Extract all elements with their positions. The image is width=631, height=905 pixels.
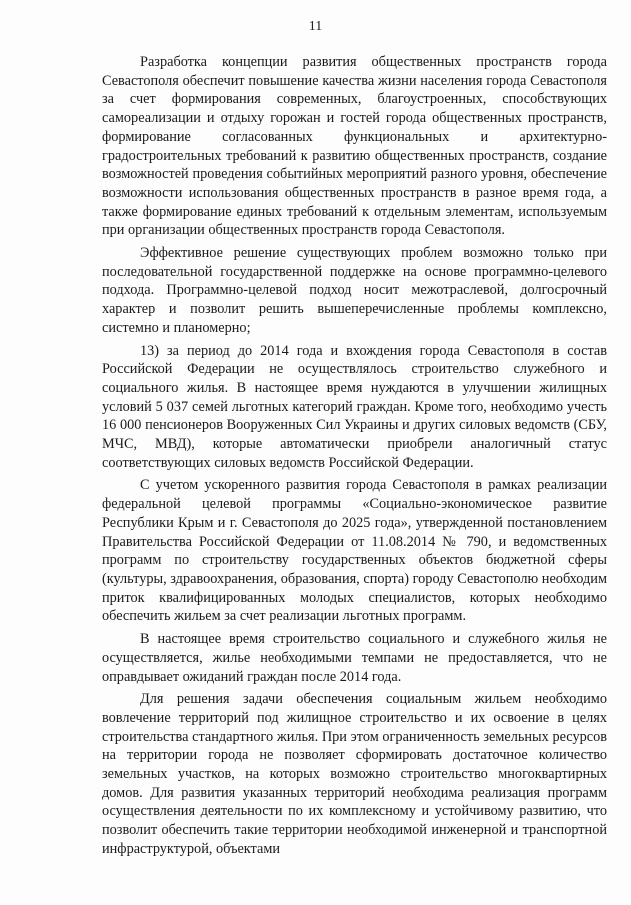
paragraph-social-housing-task: Для решения задачи обеспечения социальным жильем необходимо вовлечение территорий под жилищное строительство и их освоение в целях строительства стандартного жилья. При этом ограниченность земельных ресурсов на территории города не позволяет сформировать достаточное количество земельных участков, на которых возможно строительство многоквартирных домов. Для развития указанных территорий необходима реализация программ осуществления деятельности по их комплексному и устойчивому развитию, что позволит обеспечить такие территории необходимой инженерной и транспортной инфраструктурой, объектами	[102, 691, 607, 857]
paragraph-public-spaces: Разработка концепции развития общественных пространств города Севастополя обеспечит повышение качества жизни населения города Севастополя за счет формирования современных, благоустроенных, способствующих самореализации и отдыху горожан и гостей города общественных пространств, формирование согласованных функциональных и архитектурно-градостроительных требований к развитию общественных пространств, создание возможностей проведения событийных мероприятий разного уровня, обеспечение возможности использования общественных пространств в разное время года, а также формирование единых требований к отдельным элементам, используемым при организации общественных пространств города Севастополя.	[102, 54, 607, 239]
paragraph-current-construction: В настоящее время строительство социального и служебного жилья не осуществляется, жилье необходимыми темпами не предоставляется, что не оправдывает ожиданий граждан после 2014 года.	[102, 631, 607, 685]
paragraph-program-approach: Эффективное решение существующих проблем возможно только при последовательной государственной поддержке на основе программно-целевого подхода. Программно-целевой подход носит межотраслевой, долгосрочный характер и позволит решить вышеперечисленные проблемы комплексно, системно и планомерно;	[102, 245, 607, 336]
paragraph-federal-program: С учетом ускоренного развития города Севастополя в рамках реализации федеральной целевой программы «Социально-экономическое развитие Республики Крым и г. Севастополя до 2025 года», утвержденной постановлением Правительства Российской Федерации от 11.08.2014 № 790, и ведомственных программ по строительству государственных объектов бюджетной сферы (культуры, здравоохранения, образования, спорта) городу Севастополю необходим приток квалифицированных молодых специалистов, которых необходимо обеспечить жильем за счет реализации льготных программ.	[102, 477, 607, 625]
document-body	[102, 53, 607, 859]
page-number: 11	[308, 19, 323, 34]
paragraph-item-13-housing: 13) за период до 2014 года и вхождения города Севастополя в состав Российской Федерации не осуществлялось строительство служебного и социального жилья. В настоящее время нуждаются в улучшении жилищных условий 5 037 семей льготных категорий граждан. Кроме того, необходимо учесть 16 000 пенсионеров Вооруженных Сил Украины и других силовых ведомств (СБУ, МЧС, МВД), которые автоматически приобрели аналогичный статус соответствующих силовых ведомств Российской Федерации.	[102, 342, 607, 471]
